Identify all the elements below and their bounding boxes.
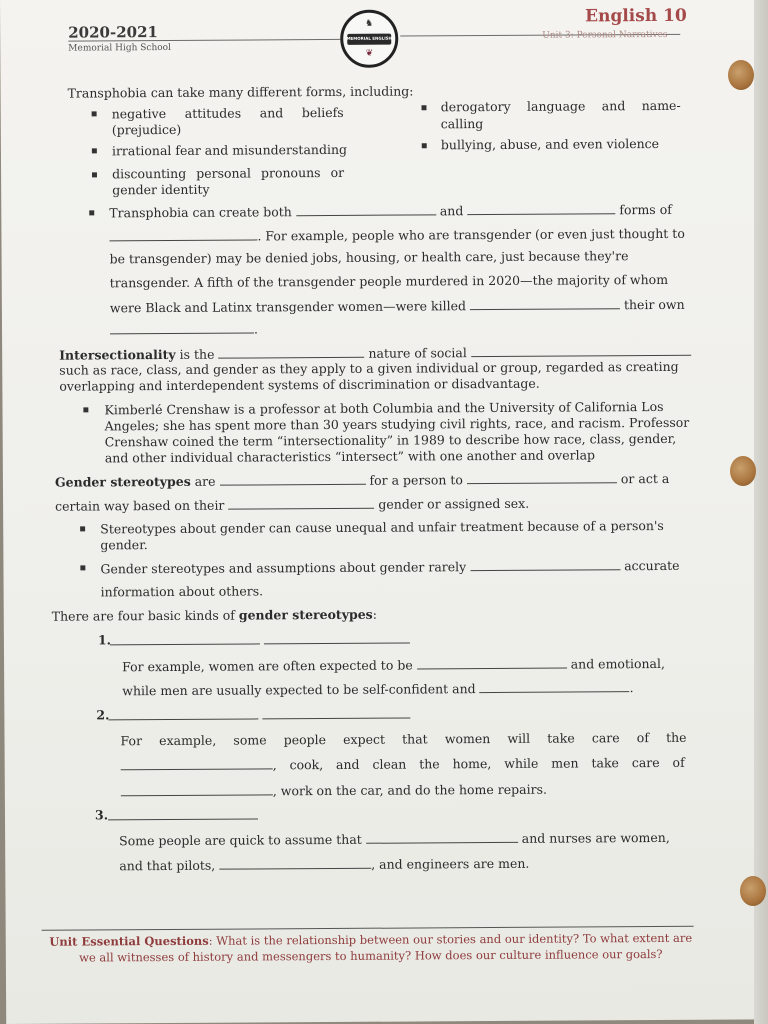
bullet-icon: ▪ — [88, 207, 96, 219]
fill-in-blank[interactable] — [219, 472, 365, 486]
kind-2-blanks — [108, 706, 410, 725]
gender-stereotypes-line-2: certain way based on their gender or assigned sex. — [55, 495, 530, 514]
fill-in-blank[interactable] — [110, 320, 254, 334]
next-page-edge — [754, 0, 768, 1024]
kind-2-example-line-1: For example, some people expect that women will take care of the — [120, 729, 687, 749]
kind-3-example-line-2: and that pilots, , and engineers are men. — [119, 855, 530, 874]
four-kinds-heading: There are four basic kinds of gender stereotypes: — [51, 606, 377, 624]
transphobia-line-5: were Black and Latinx transgender women—were killed their own — [109, 296, 685, 316]
transphobia-intro: Transphobia can take many different forms, including: — [67, 83, 414, 101]
transphobia-line-6: . — [110, 320, 258, 338]
fill-in-blank[interactable] — [109, 227, 257, 241]
fill-in-blank[interactable] — [262, 706, 410, 720]
kind-3-example-line-1: Some people are quick to assume that and nurses are women, — [119, 829, 670, 849]
transphobia-create-line: Transphobia can create both and forms of — [109, 201, 672, 221]
binder-hole — [730, 456, 756, 486]
fill-in-blank[interactable] — [467, 201, 615, 215]
unit-essential-questions: Unit Essential Questions: What is the relationship between our stories and our identity? To what extent are we all witnesses of history and messengers to humanity? How does our culture influence our goals? — [49, 930, 693, 965]
transphobia-line-4: transgender. A fifth of the transgender people murdered in 2020—the majority of whom — [109, 271, 669, 291]
fill-in-blank[interactable] — [219, 856, 371, 870]
fill-in-blank[interactable] — [470, 296, 620, 310]
form-negative-attitudes: negative attitudes and beliefs — [111, 104, 344, 122]
crenshaw-line-2: Angeles; she has spent more than 30 years studying civil rights, race, and racism. Professor — [104, 414, 690, 434]
kind-1-example-line-1: For example, women are often expected to be and emotional, — [122, 655, 665, 675]
transphobia-example-line: . For example, people who are transgender (or even just thought to — [109, 225, 684, 246]
crenshaw-line-4: and other individual characteristics “intersect” with one another and overlap — [104, 447, 596, 466]
kind-3-blanks — [108, 806, 258, 824]
gender-stereotypes-definition: Gender stereotypes are for a person to or act a — [54, 470, 670, 490]
form-bullying: bullying, abuse, and even violence — [440, 135, 660, 153]
binder-hole — [740, 876, 766, 906]
intersectionality-line-2: such as race, class, and gender as they apply to a given individual or group, regarded as creating — [59, 358, 679, 378]
form-prejudice: (prejudice) — [111, 121, 182, 138]
fill-in-blank[interactable] — [228, 496, 374, 510]
bullet-icon: ▪ — [79, 523, 87, 535]
fill-in-blank[interactable] — [218, 345, 364, 359]
logo-text: MEMORIAL ENGLISH — [346, 35, 392, 41]
fill-in-blank[interactable] — [417, 656, 567, 670]
unit-title: Unit 3: Personal Narratives — [542, 29, 668, 41]
school-name: Memorial High School — [68, 42, 171, 54]
form-irrational-fear: irrational fear and misunderstanding — [111, 141, 348, 159]
kind-2-number: 2. — [96, 707, 110, 723]
stereotypes-bullet-1-line-1: Stereotypes about gender can cause unequal and unfair treatment because of a person's — [100, 517, 664, 537]
bullet-icon: ▪ — [79, 562, 87, 574]
fill-in-blank[interactable] — [467, 470, 617, 484]
form-gender-identity: gender identity — [112, 181, 210, 198]
fill-in-blank[interactable] — [471, 343, 691, 357]
crenshaw-line-3: Crenshaw coined the term “intersectionality” in 1989 to describe how race, class, gender, — [104, 430, 677, 450]
fill-in-blank[interactable] — [296, 202, 436, 216]
bullet-icon: ▪ — [90, 145, 98, 157]
stereotypes-bullet-2-line-2: information about others. — [100, 583, 264, 600]
bullet-icon: ▪ — [82, 404, 90, 416]
bullet-icon: ▪ — [420, 140, 428, 152]
bullet-icon: ▪ — [420, 102, 428, 114]
kind-2-example-line-2: , cook, and clean the home, while men take care of — [121, 754, 685, 774]
fill-in-blank[interactable] — [121, 782, 273, 796]
transphobia-line-3: be transgender) may be denied jobs, housing, or health care, just because they're — [109, 248, 629, 267]
fill-in-blank[interactable] — [108, 706, 258, 720]
fill-in-blank[interactable] — [366, 830, 518, 844]
bullet-icon: ▪ — [90, 108, 98, 120]
intersectionality-definition: Intersectionality is the nature of social — [59, 343, 691, 364]
intersectionality-line-3: overlapping and interdependent systems of discrimination or disadvantage. — [59, 375, 540, 394]
form-name-calling: calling — [440, 116, 484, 132]
form-derogatory-language: derogatory language and name- — [440, 97, 681, 115]
course-title: English 10 — [585, 5, 687, 27]
fill-in-blank[interactable] — [108, 806, 258, 820]
fill-in-blank[interactable] — [110, 631, 260, 645]
binder-hole — [728, 60, 754, 90]
fill-in-blank[interactable] — [470, 557, 620, 571]
fill-in-blank[interactable] — [264, 631, 410, 645]
kind-1-number: 1. — [97, 632, 112, 648]
bullet-icon: ▪ — [91, 169, 98, 181]
memorial-english-logo: ♞ MEMORIAL ENGLISH ❦ — [340, 10, 398, 68]
kind-2-example-line-3: , work on the car, and do the home repairs. — [121, 781, 547, 801]
kind-3-number: 3. — [94, 807, 109, 823]
school-year: 2020-2021 — [68, 23, 158, 42]
kind-1-example-line-2: while men are usually expected to be self-confident and . — [122, 680, 634, 699]
crenshaw-line-1: Kimberlé Crenshaw is a professor at both Columbia and the University of California Los — [104, 398, 664, 418]
stereotypes-bullet-2-line-1: Gender stereotypes and assumptions about gender rarely accurate — [100, 557, 680, 577]
stereotypes-bullet-1-line-2: gender. — [100, 537, 148, 553]
fill-in-blank[interactable] — [121, 756, 273, 770]
kind-1-blanks — [110, 631, 410, 650]
fill-in-blank[interactable] — [480, 679, 630, 693]
form-discounting-pronouns: discounting personal pronouns or — [112, 164, 345, 182]
